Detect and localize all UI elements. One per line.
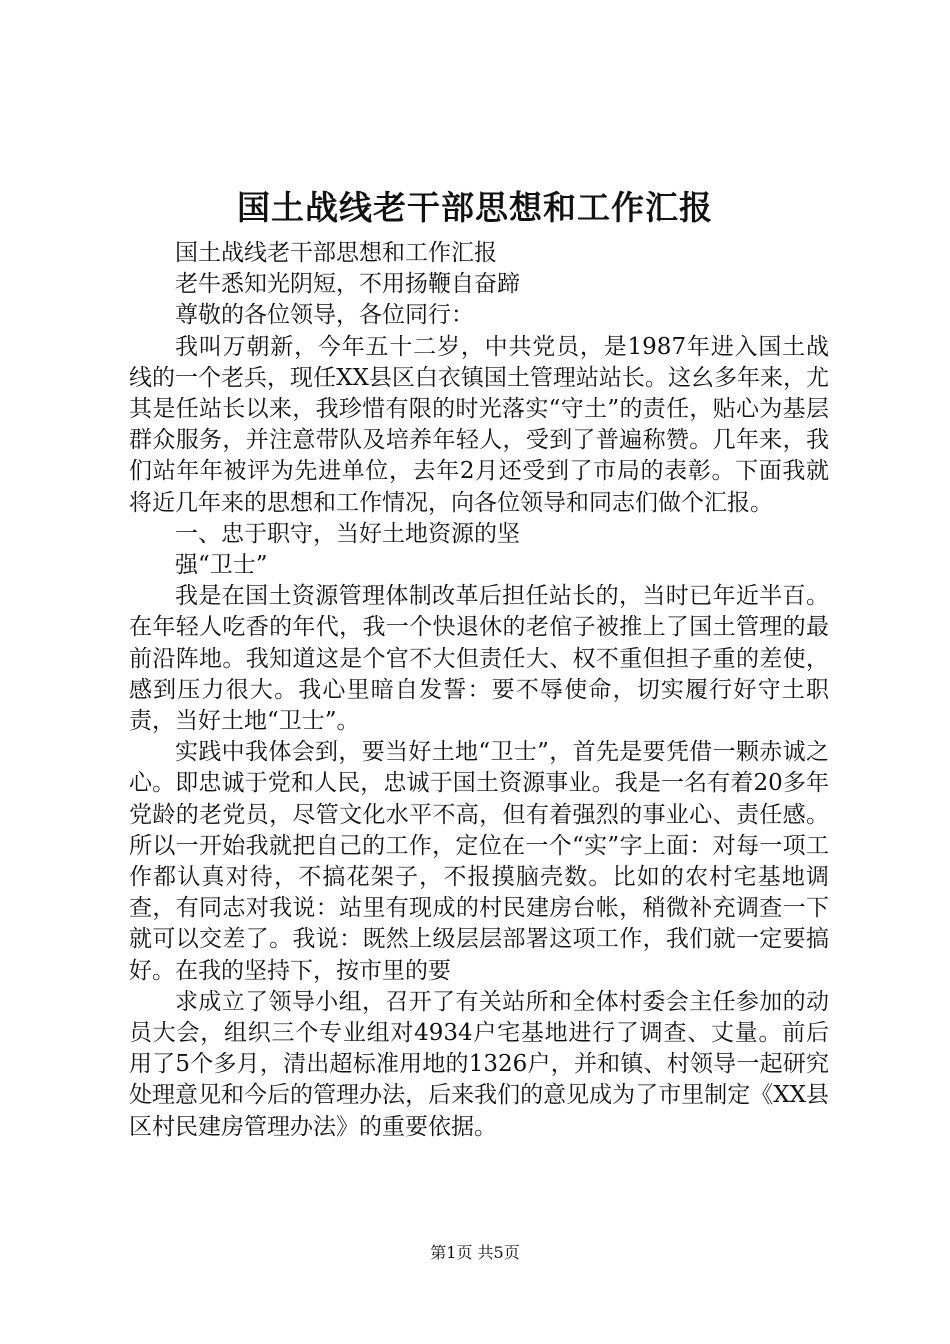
paragraph-introduction: 我叫万朝新，今年五十二岁，中共党员，是1987年进入国土战线的一个老兵，现任XX县区白衣镇国土管理站站长。这幺多年来，尤其是任站长以来，我珍惜有限的时光落实“守土”的责任，贴心为基层群众服务，并注意带队及培养年轻人，受到了普遍称赞。几年来，我们站年年被评为先进单位，去年2月还受到了市局的表彰。下面我就将近几年来的思想和工作情况，向各位领导和同志们做个汇报。 — [129, 333, 829, 516]
paragraph-practice: 实践中我体会到，要当好土地“卫士”，首先是要凭借一颗赤诚之心。即忠诚于党和人民，忠诚于国土资源事业。我是一名有着20多年党龄的老党员，尽管文化水平不高，但有着强烈的事业心、责任感。所以一开始我就把自己的工作，定位在一个“实”字上面：对每一项工作都认真对待，不搞花架子，不报摸脑壳数。比如的农村宅基地调查，有同志对我说：站里有现成的村民建房台帐，稍微补充调查一下就可以交差了。我说：既然上级层层部署这项工作，我们就一定要搞好。在我的坚持下，按市里的要 — [129, 739, 829, 984]
document-body — [129, 238, 829, 1143]
document-title: 国土战线老干部思想和工作汇报 — [237, 188, 713, 227]
page-number-footer: 第1页 共5页 — [430, 1243, 520, 1262]
paragraph-appointment: 我是在国土资源管理体制改革后担任站长的，当时已年近半百。在年轻人吃香的年代，我一个快退休的老倌子被推上了国土管理的最前沿阵地。我知道这是个官不大但责任大、权不重但担子重的差使，感到压力很大。我心里暗自发誓：要不辱使命，切实履行好守土职责，当好土地“卫士”。 — [129, 583, 829, 735]
paragraph-survey: 求成立了领导小组，召开了有关站所和全体村委会主任参加的动员大会，组织三个专业组对4934户宅基地进行了调查、丈量。前后用了5个多月，清出超标准用地的1326户，并和镇、村领导一起研究处理意见和今后的管理办法，后来我们的意见成为了市里制定《XX县区村民建房管理办法》的重要依据。 — [129, 988, 829, 1140]
section-heading-part1: 一、忠于职守，当好土地资源的坚 — [175, 520, 520, 547]
paragraph-salutation: 尊敬的各位领导，各位同行： — [175, 302, 474, 329]
paragraph-subtitle: 老牛悉知光阴短，不用扬鞭自奋蹄 — [175, 271, 520, 298]
paragraph-heading-repeat: 国土战线老干部思想和工作汇报 — [175, 240, 497, 266]
section-heading-part2: 强“卫士” — [175, 552, 268, 579]
